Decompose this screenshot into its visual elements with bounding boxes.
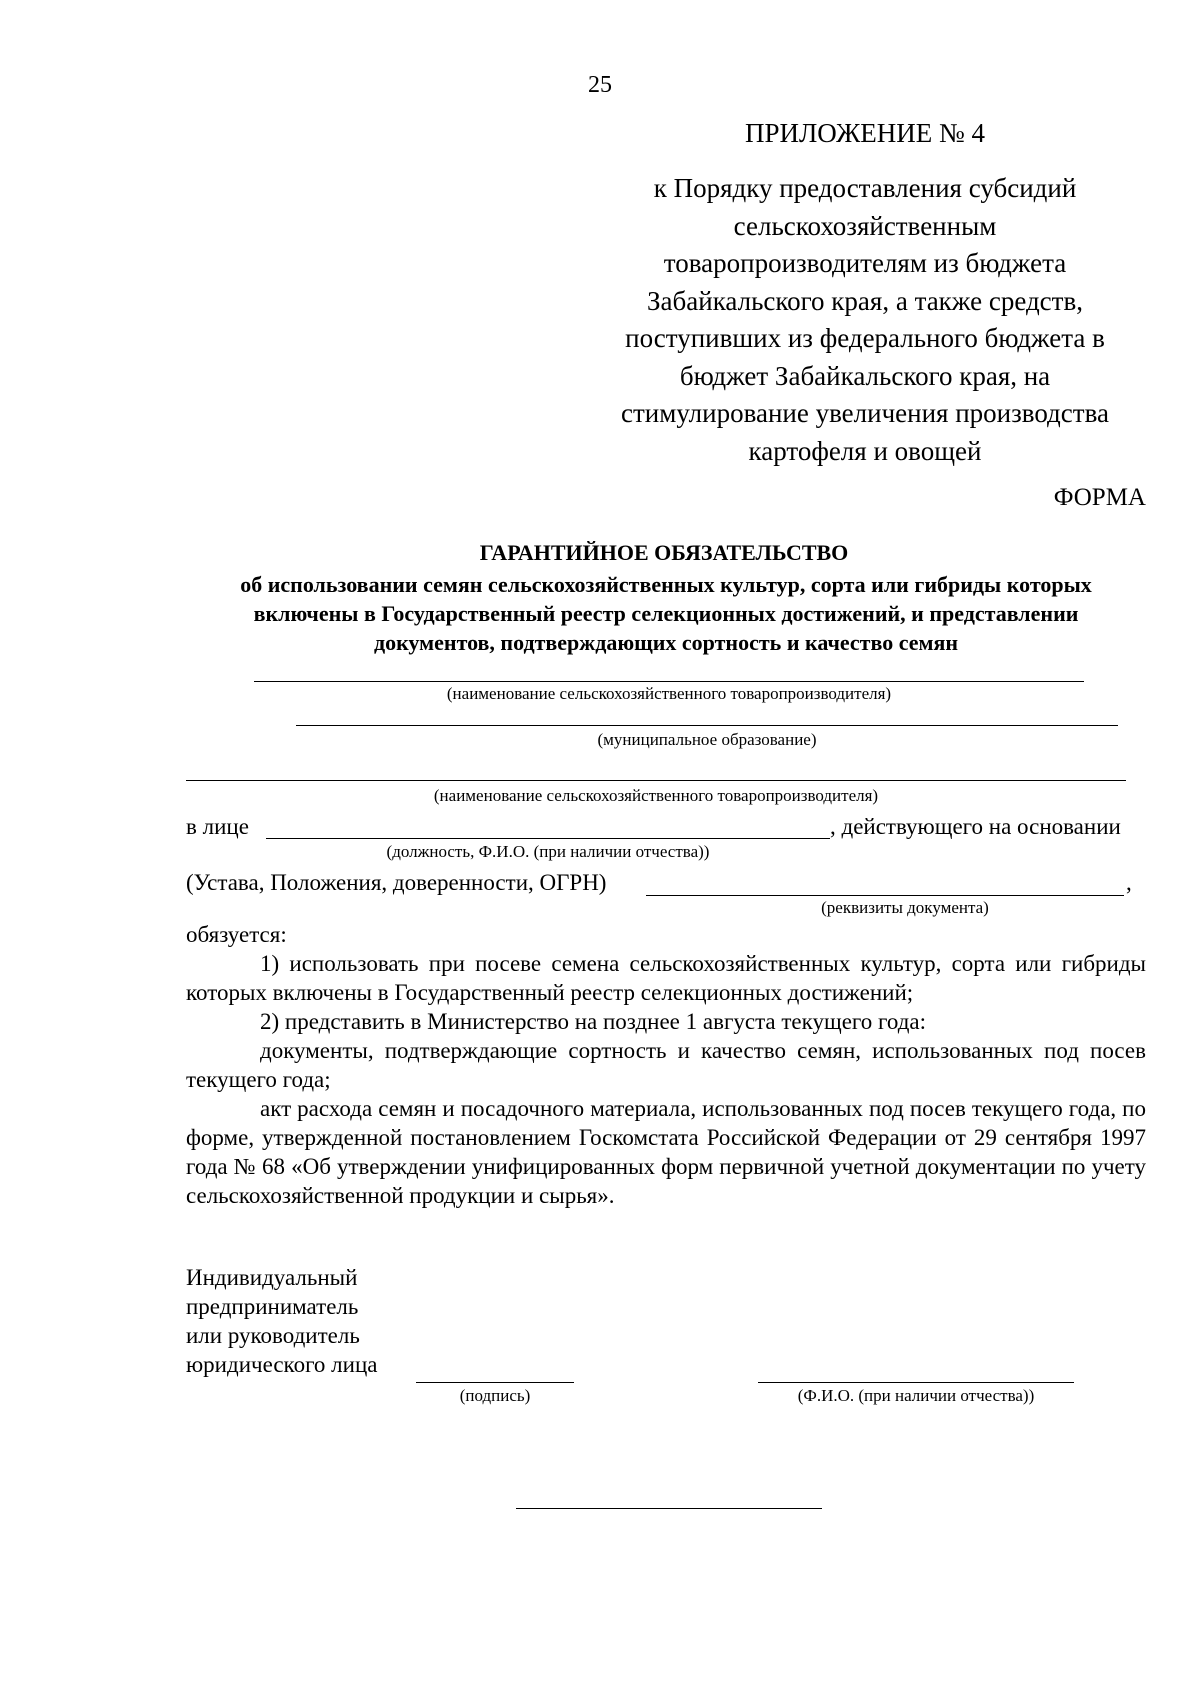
signer-title	[186, 1263, 377, 1379]
signer-title-line: юридического лица	[186, 1352, 378, 1377]
acting-label: , действующего на основании	[830, 814, 1121, 839]
appendix-subtitle-line: товаропроизводителям из бюджета	[663, 248, 1067, 278]
page-number: 25	[588, 72, 612, 98]
obligation-item-2b: акт расхода семян и посадочного материала, использованных под посев текущего года, по форме, утвержденной постановлением Госкомстата Российской Федерации от 29 сентября 1997 года № 68 «Об утверждении унифицированных форм первичной учетной документации по учету сельскохозяйственной продукции и сырья».	[186, 1096, 1146, 1208]
position-name-line[interactable]	[266, 838, 830, 839]
document-subtitle-line: об использовании семян сельскохозяйственных культур, сорта или гибриды которых	[240, 572, 1092, 597]
basis-label: (Устава, Положения, доверенности, ОГРН)	[186, 870, 607, 895]
appendix-title: ПРИЛОЖЕНИЕ № 4	[744, 118, 986, 148]
closing-divider	[516, 1508, 822, 1509]
appendix-subtitle	[600, 170, 1130, 470]
document-subtitle-line: включены в Государственный реестр селекционных достижений, и представлении	[253, 601, 1079, 626]
signer-title-line: предприниматель	[186, 1294, 359, 1319]
document-details-line[interactable]	[646, 895, 1124, 896]
position-caption: (должность, Ф.И.О. (при наличии отчества))	[386, 842, 710, 861]
document-subtitle	[186, 570, 1146, 657]
producer-name-line-2[interactable]	[186, 780, 1126, 781]
signature-line[interactable]	[416, 1382, 574, 1383]
appendix-subtitle-line: Забайкальского края, а также средств,	[647, 285, 1083, 316]
appendix-subtitle-line: поступивших из федерального бюджета в	[625, 323, 1105, 353]
document-title: ГАРАНТИЙНОЕ ОБЯЗАТЕЛЬСТВО	[479, 540, 849, 565]
obligates-label: обязуется:	[186, 922, 287, 947]
signature-caption: (подпись)	[459, 1386, 531, 1405]
signer-title-line: или руководитель	[186, 1323, 360, 1348]
basis-comma: ,	[1126, 870, 1132, 895]
appendix-subtitle-line: стимулирование увеличения производства	[621, 398, 1109, 428]
municipality-caption: (муниципальное образование)	[597, 730, 817, 749]
obligation-item-2: 2) представить в Министерство на позднее 1 августа текущего года:	[260, 1009, 927, 1034]
document-subtitle-line: документов, подтверждающих сортность и качество семян	[373, 630, 959, 655]
producer-name-caption-2: (наименование сельскохозяйственного товаропроизводителя)	[433, 786, 879, 805]
obligation-item-1: 1) использовать при посеве семена сельскохозяйственных культур, сорта или гибриды которых включены в Государственный реестр селекционных достижений;	[186, 951, 1146, 1005]
document-details-caption: (реквизиты документа)	[821, 898, 989, 917]
appendix-subtitle-line: картофеля и овощей	[748, 435, 982, 466]
obligation-item-2a: документы, подтверждающие сортность и качество семян, использованных под посев текущего года;	[186, 1038, 1146, 1092]
appendix-subtitle-line: бюджет Забайкальского края, на	[679, 360, 1051, 391]
municipality-line[interactable]	[296, 725, 1118, 726]
full-name-caption: (Ф.И.О. (при наличии отчества))	[797, 1386, 1035, 1405]
full-name-line[interactable]	[758, 1382, 1074, 1383]
appendix-subtitle-line: к Порядку предоставления субсидий	[653, 173, 1077, 203]
signer-title-line: Индивидуальный	[186, 1265, 358, 1290]
form-label: ФОРМА	[1053, 484, 1146, 511]
producer-name-caption-1: (наименование сельскохозяйственного товаропроизводителя)	[446, 684, 892, 703]
appendix-subtitle-line: сельскохозяйственным	[733, 210, 997, 241]
in-person-label: в лице	[186, 814, 249, 839]
producer-name-line-1[interactable]	[254, 681, 1084, 682]
